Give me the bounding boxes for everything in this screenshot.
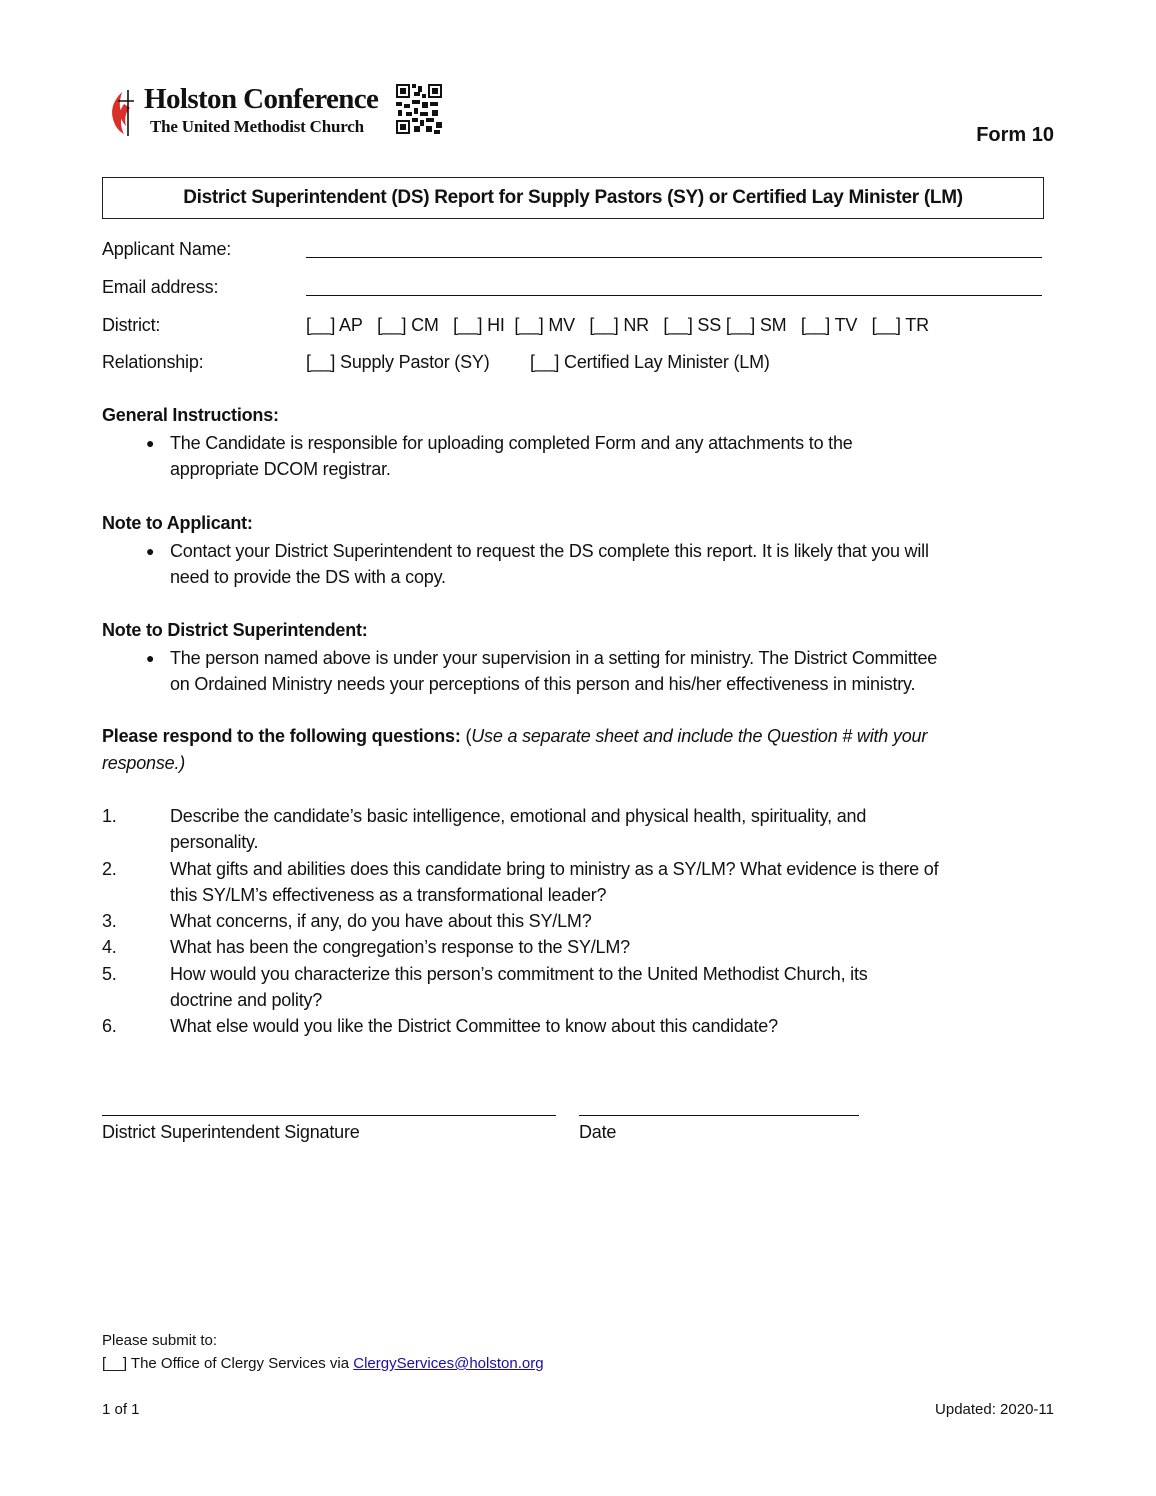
note-applicant-heading: Note to Applicant: [102,513,253,533]
question-5-text-1: How would you characterize this person’s commitment to the United Methodist Church, its [170,964,868,984]
general-instructions-heading: General Instructions: [102,405,279,425]
question-5-text-2: doctrine and polity? [170,990,323,1010]
bullet-icon: ● [146,435,155,451]
question-2-text-1: What gifts and abilities does this candidate bring to ministry as a SY/LM? What evidence is there of [170,859,939,879]
general-instructions-text-2: appropriate DCOM registrar. [170,459,391,479]
applicant-name-label: Applicant Name: [102,239,232,259]
district-checkbox-hi[interactable]: [__] HI [453,315,505,335]
questions-intro [102,724,927,748]
district-checkbox-cm[interactable]: [__] CM [377,315,439,335]
note-applicant-text-1: Contact your District Superintendent to request the DS complete this report. It is likely that you will [170,541,929,561]
submit-checkbox[interactable]: [__] The Office of Clergy Services via [102,1355,354,1372]
question-4-number: 4. [102,937,117,957]
questions-intro-italic: Use a separate sheet and include the Question # with your [471,726,928,746]
questions-intro-bold: Please respond to the following questions: [102,726,461,746]
question-2-number: 2. [102,859,117,879]
relationship-checkbox-sy[interactable]: [__] Supply Pastor (SY) [306,352,490,372]
submit-label: Please submit to: [102,1332,218,1349]
question-2-text-2: this SY/LM’s effectiveness as a transformational leader? [170,885,607,905]
email-field[interactable] [306,295,1042,296]
note-ds-heading: Note to District Superintendent: [102,620,368,640]
note-applicant-text-2: need to provide the DS with a copy. [170,567,446,587]
updated-date: Updated: 2020-11 [935,1401,1054,1418]
form-number: Form 10 [976,124,1054,146]
bullet-icon: ● [146,650,155,666]
question-3-text-1: What concerns, if any, do you have about this SY/LM? [170,911,592,931]
note-ds-text-1: The person named above is under your supervision in a setting for ministry. The District Committee [170,648,938,668]
bullet-icon: ● [146,543,155,559]
district-options [306,313,929,337]
qr-code-icon [396,84,442,134]
form-title: District Superintendent (DS) Report for Supply Pastors (SY) or Certified Lay Minister (LM) [183,187,963,208]
brand-subtitle: The United Methodist Church [150,117,364,136]
questions-intro-line2 [102,751,185,775]
submit-option [102,1354,544,1374]
questions-intro-paren: ( [460,726,472,746]
general-instructions-text-1: The Candidate is responsible for uploading completed Form and any attachments to the [170,433,853,453]
note-ds-text-2: on Ordained Ministry needs your perceptions of this person and his/her effectiveness in ministry. [170,674,916,694]
district-checkbox-ss[interactable]: [__] SS [663,315,722,335]
clergy-services-email-link[interactable]: ClergyServices@holston.org [353,1355,544,1372]
question-1-text-1: Describe the candidate’s basic intelligence, emotional and physical health, spirituality, and [170,806,867,826]
email-label: Email address: [102,277,219,297]
cross-and-flame-icon [108,90,134,136]
district-checkbox-sm[interactable]: [__] SM [725,315,787,335]
district-checkbox-ap[interactable]: [__] AP [306,315,363,335]
district-checkbox-tr[interactable]: [__] TR [871,315,929,335]
questions-intro-italic-2: response.) [102,753,186,773]
signature-field[interactable] [102,1115,556,1116]
relationship-checkbox-lm[interactable]: [__] Certified Lay Minister (LM) [530,352,770,372]
question-6-number: 6. [102,1016,117,1036]
district-label: District: [102,315,161,335]
form-title-box [102,177,1044,219]
district-checkbox-mv[interactable]: [__] MV [514,315,575,335]
relationship-label: Relationship: [102,352,204,372]
brand-name: Holston Conference [144,83,379,115]
question-5-number: 5. [102,964,117,984]
date-label: Date [579,1122,617,1142]
question-1-text-2: personality. [170,832,259,852]
district-checkbox-tv[interactable]: [__] TV [800,315,858,335]
question-1-number: 1. [102,806,117,826]
holston-logo [104,80,449,144]
district-checkbox-nr[interactable]: [__] NR [589,315,649,335]
page-number: 1 of 1 [102,1401,140,1418]
date-field[interactable] [579,1115,859,1116]
question-6-text-1: What else would you like the District Committee to know about this candidate? [170,1016,778,1036]
applicant-name-field[interactable] [306,257,1042,258]
question-4-text-1: What has been the congregation’s response to the SY/LM? [170,937,630,957]
question-3-number: 3. [102,911,117,931]
signature-label: District Superintendent Signature [102,1122,360,1142]
